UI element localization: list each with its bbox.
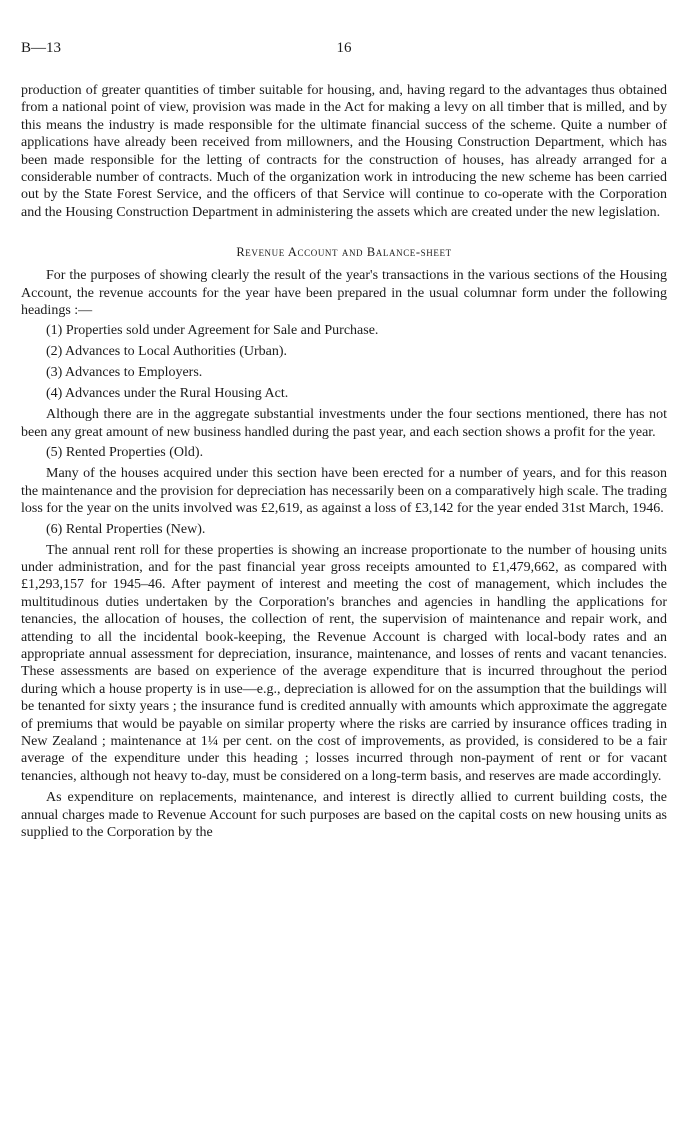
old-properties-paragraph: Many of the houses acquired under this section have been erected for a number of years, and for this reason the maintenance and the provision for depreciation has necessarily been on a comparatively high scale. The trading loss for the year on the units involved was £2,619, as against a loss of £3,142 for the year ended 31st March, 1946. xyxy=(21,466,667,517)
intro-paragraph: For the purposes of showing clearly the result of the year's transactions in the various sections of the Housing Account, the revenue accounts for the year have been prepared in the usual columnar form under the following headings :— xyxy=(21,268,667,319)
page-number: 16 xyxy=(336,40,352,56)
page-header xyxy=(21,40,667,60)
section-heading: Revenue Account and Balance-sheet xyxy=(236,245,452,260)
heading-item-3: (3) Advances to Employers. xyxy=(46,365,203,381)
document-page xyxy=(21,40,667,841)
heading-item-1: (1) Properties sold under Agreement for Sale and Purchase. xyxy=(46,323,379,339)
aggregate-paragraph: Although there are in the aggregate substantial investments under the four sections mentioned, there has not been any great amount of new business handled during the past year, and each section shows a profit for the year. xyxy=(21,407,667,440)
heading-item-6: (6) Rental Properties (New). xyxy=(46,521,206,537)
heading-item-5: (5) Rented Properties (Old). xyxy=(46,445,204,461)
heading-item-2: (2) Advances to Local Authorities (Urban). xyxy=(46,344,288,360)
continued-paragraph: production of greater quantities of timber suitable for housing, and, having regard to the advantages thus obtained from a national point of view, provision was made in the Act for making a levy on all timber that is milled, and by this means the industry is made responsible for the ultimate financial success of the scheme. Quite a number of applications have already been received from millowners, and the Housing Construction Department, which has been made responsible for the letting of contracts for the construction of houses, has already arranged for a considerable number of contracts. Much of the organization work in introducing the new scheme has been carried out by the State Forest Service, and the officers of that Service will continue to co-operate with the Corporation and the Housing Construction Department in administering the assets which are created under the new legislation. xyxy=(21,83,667,220)
document-reference: B—13 xyxy=(21,40,62,56)
new-properties-paragraph: The annual rent roll for these properties is showing an increase proportionate to the number of housing units under administration, and for the past financial year gross receipts amounted to £1,479,662, as compared with £1,293,157 for 1945–46. After payment of interest and meeting the cost of management, which includes the multitudinous duties undertaken by the Corporation's branches and agencies in handling the applications for tenancies, the allocation of houses, the collection of rent, the supervision of maintenance and repair work, and attending to all the incidental book-keeping, the Revenue Account is charged with local-body rates and an appropriate annual assessment for depreciation, insurance, maintenance, and losses of rents and vacant tenancies. These assessments are based on experience of the average expenditure that is incurred throughout the period during which a house property is in use—e.g., depreciation is allowed for on the assumption that the buildings will be tenanted for sixty years ; the insurance fund is credited annually with amounts which approximate the aggregate of premiums that would be payable on similar property where the risks are carried by insurance offices trading in New Zealand ; maintenance at 1¼ per cent. on the cost of improvements, as provided, is considered to be a fair average of the expenditure under this heading ; losses incurred through non-payment of rent or for vacant tenancies, although not heavy to-day, must be considered on a long-term basis, and reserves are made accordingly. xyxy=(21,542,667,784)
expenditure-paragraph: As expenditure on replacements, maintenance, and interest is directly allied to current building costs, the annual charges made to Revenue Account for such purposes are based on the capital costs on new housing units as supplied to the Corporation by the xyxy=(21,790,667,840)
heading-item-4: (4) Advances under the Rural Housing Act. xyxy=(46,386,289,402)
